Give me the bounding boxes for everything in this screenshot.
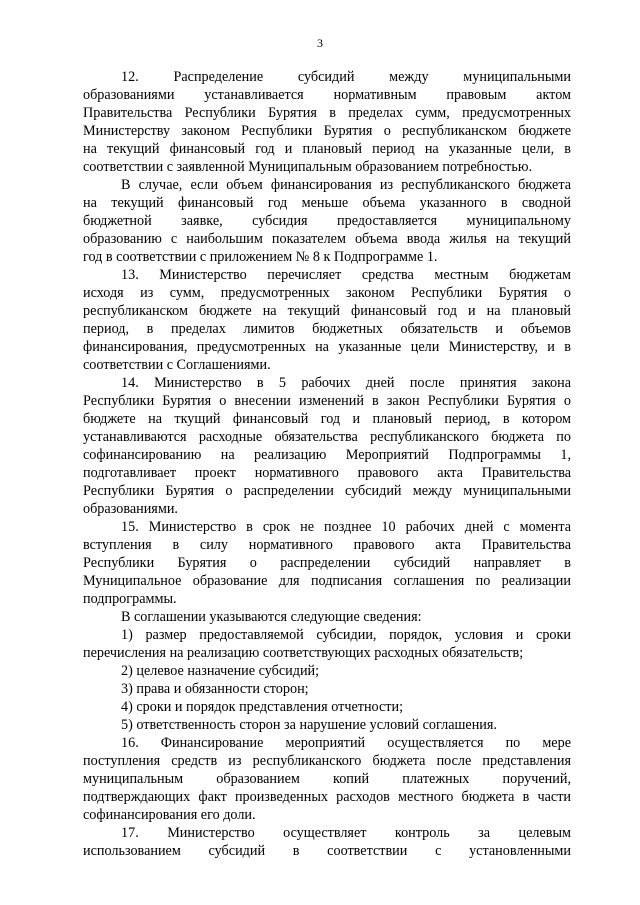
text-line: 15. Министерство в срок не позднее 10 рабочих дней с момента	[121, 519, 571, 535]
text-line: софинансирования его доли.	[83, 807, 256, 823]
text-line: В случае, если объем финансирования из республиканского бюджета	[121, 177, 571, 193]
text-line: образованиями устанавливается нормативным правовым актом	[83, 87, 571, 103]
text-line: 5) ответственность сторон за нарушение условий соглашения.	[121, 717, 497, 733]
text-line: поступления средств из республиканского бюджета после представления	[83, 753, 571, 769]
text-line: перечисления на реализацию соответствующих расходных обязательств;	[83, 645, 524, 661]
text-line: Министерству законом Республики Бурятия о республиканском бюджете	[83, 123, 571, 139]
text-line: подпрограммы.	[83, 591, 177, 607]
text-line: на текущий финансовый год меньше объема указанного в сводной	[83, 195, 571, 211]
text-line: бюджете на ткущий финансовый год и плановый период, в котором	[83, 411, 571, 427]
page-number: 3	[317, 36, 323, 50]
text-line: 14. Министерство в 5 рабочих дней после принятия закона	[121, 375, 571, 391]
text-line: 17. Министерство осуществляет контроль за целевым	[121, 825, 571, 841]
text-line: бюджетной заявке, субсидия предоставляется муниципальному	[83, 213, 571, 229]
text-line: год в соответствии с приложением № 8 к Подпрограмме 1.	[83, 249, 438, 265]
text-line: Муниципальное образование для подписания соглашения по реализации	[83, 573, 571, 589]
text-line: 2) целевое назначение субсидий;	[121, 663, 320, 679]
text-line: Правительства Республики Бурятия в пределах сумм, предусмотренных	[83, 105, 571, 121]
text-line: 3) права и обязанности сторон;	[121, 681, 309, 697]
text-line: Республики Бурятия о распределении субсидий между муниципальными	[83, 483, 571, 499]
text-line: муниципальным образованием копий платежных поручений,	[83, 771, 571, 787]
text-line: соответствии с заявленной Муниципальным образованием потребностью.	[83, 159, 532, 175]
text-line: 16. Финансирование мероприятий осуществляется по мере	[121, 735, 571, 751]
text-line: Республики Бурятия о распределении субсидий направляет в	[83, 555, 571, 571]
text-line: подтверждающих факт произведенных расходов местного бюджета в части	[83, 789, 571, 805]
text-line: использованием субсидий в соответствии с установленными	[83, 843, 571, 859]
text-line: исходя из сумм, предусмотренных законом Республики Бурятия о	[83, 285, 571, 301]
text-line: 12. Распределение субсидий между муниципальными	[121, 69, 571, 85]
text-line: вступления в силу нормативного правового акта Правительства	[83, 537, 571, 553]
text-line: устанавливаются расходные обязательства республиканского бюджета по	[83, 429, 571, 445]
text-line: подготавливает проект нормативного правового акта Правительства	[83, 465, 571, 481]
text-line: 13. Министерство перечисляет средства местным бюджетам	[121, 267, 571, 283]
text-line: 4) сроки и порядок представления отчетности;	[121, 699, 404, 715]
text-line: финансирования, предусмотренных на указанные цели Министерству, и в	[83, 339, 571, 355]
text-line: соответствии с Соглашениями.	[83, 357, 271, 373]
text-line: Республики Бурятия о внесении изменений в закон Республики Бурятия о	[83, 393, 571, 409]
document-body	[83, 68, 571, 860]
text-line: на текущий финансовый год и плановый период на указанные цели, в	[83, 141, 571, 157]
text-line: образованию с наибольшим показателем объема ввода жилья на текущий	[83, 231, 571, 247]
text-line: 1) размер предоставляемой субсидии, порядок, условия и сроки	[121, 627, 571, 643]
text-line: В соглашении указываются следующие сведения:	[121, 609, 422, 625]
text-line: софинансированию на реализацию Мероприятий Подпрограммы 1,	[83, 447, 571, 463]
text-line: образованиями.	[83, 501, 178, 517]
text-line: период, в пределах лимитов бюджетных обязательств и объемов	[83, 321, 571, 337]
text-line: республиканском бюджете на текущий финансовый год и на плановый	[83, 303, 571, 319]
